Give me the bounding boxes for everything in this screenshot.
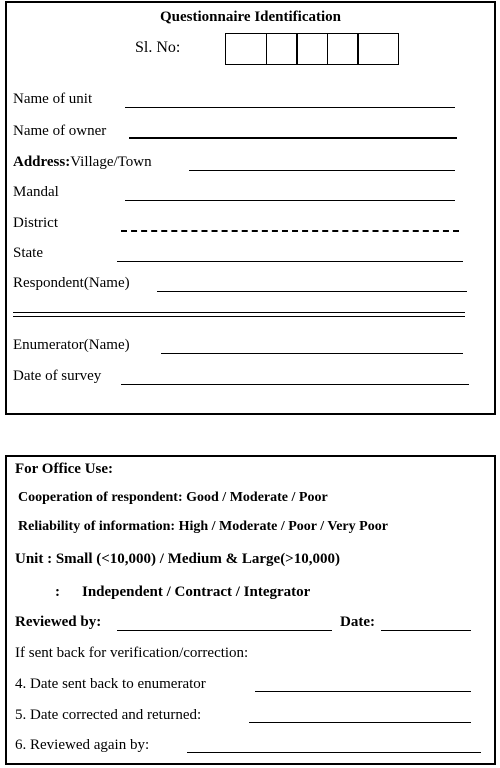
office-use-heading: For Office Use: [15, 461, 114, 477]
reviewed-by-label: Reviewed by: [15, 614, 102, 630]
serial-digit-cell[interactable] [296, 33, 328, 65]
sent-back-note: If sent back for verification/correction: [15, 645, 249, 661]
section-title: Questionnaire Identification [160, 9, 341, 25]
serial-digit-cell[interactable] [266, 33, 298, 65]
state-field[interactable] [117, 261, 463, 262]
reviewed-again-label: 6. Reviewed again by: [15, 737, 150, 753]
questionnaire-identification-box [5, 1, 496, 415]
serial-digit-cell[interactable] [357, 33, 399, 65]
mandal-field[interactable] [125, 200, 455, 201]
date-of-survey-field[interactable] [121, 384, 469, 385]
review-date-field[interactable] [381, 630, 471, 631]
serial-number-cells[interactable] [225, 33, 399, 67]
name-of-unit-field[interactable] [125, 107, 455, 108]
serial-number-label: Sl. No: [135, 39, 181, 56]
unit-type-option[interactable]: Independent / Contract / Integrator [82, 584, 311, 600]
address-label-bold: Address: [13, 154, 71, 170]
separator-line [13, 312, 465, 317]
address-label [13, 154, 152, 171]
address-field[interactable] [189, 170, 455, 171]
corrected-date-field[interactable] [249, 722, 471, 723]
respondent-label: Respondent(Name) [13, 275, 130, 291]
enumerator-label: Enumerator(Name) [13, 337, 130, 353]
review-date-label: Date: [340, 614, 375, 630]
reliability-rating[interactable]: Reliability of information: High / Moderate / Poor / Very Poor [18, 519, 388, 534]
unit-size-option[interactable]: Unit : Small (<10,000) / Medium & Large(>10,000) [15, 551, 340, 567]
address-label-suffix: Village/Town [70, 154, 152, 170]
name-of-owner-field[interactable] [129, 137, 457, 139]
name-of-owner-label: Name of owner [13, 123, 107, 139]
serial-digit-cell[interactable] [225, 33, 267, 65]
corrected-date-label: 5. Date corrected and returned: [15, 707, 202, 723]
state-label: State [13, 245, 43, 261]
respondent-field[interactable] [157, 291, 467, 292]
unit-type-colon: : [55, 584, 60, 600]
name-of-unit-label: Name of unit [13, 91, 93, 107]
enumerator-field[interactable] [161, 353, 463, 354]
sent-back-date-label: 4. Date sent back to enumerator [15, 676, 206, 692]
district-field[interactable] [121, 230, 459, 232]
mandal-label: Mandal [13, 184, 59, 200]
reviewed-again-field[interactable] [187, 752, 481, 753]
cooperation-rating[interactable]: Cooperation of respondent: Good / Moderate / Poor [18, 490, 328, 505]
sent-back-date-field[interactable] [255, 691, 471, 692]
office-use-box [5, 455, 496, 765]
date-of-survey-label: Date of survey [13, 368, 102, 384]
reviewed-by-field[interactable] [117, 630, 332, 631]
district-label: District [13, 215, 58, 231]
serial-digit-cell[interactable] [327, 33, 359, 65]
